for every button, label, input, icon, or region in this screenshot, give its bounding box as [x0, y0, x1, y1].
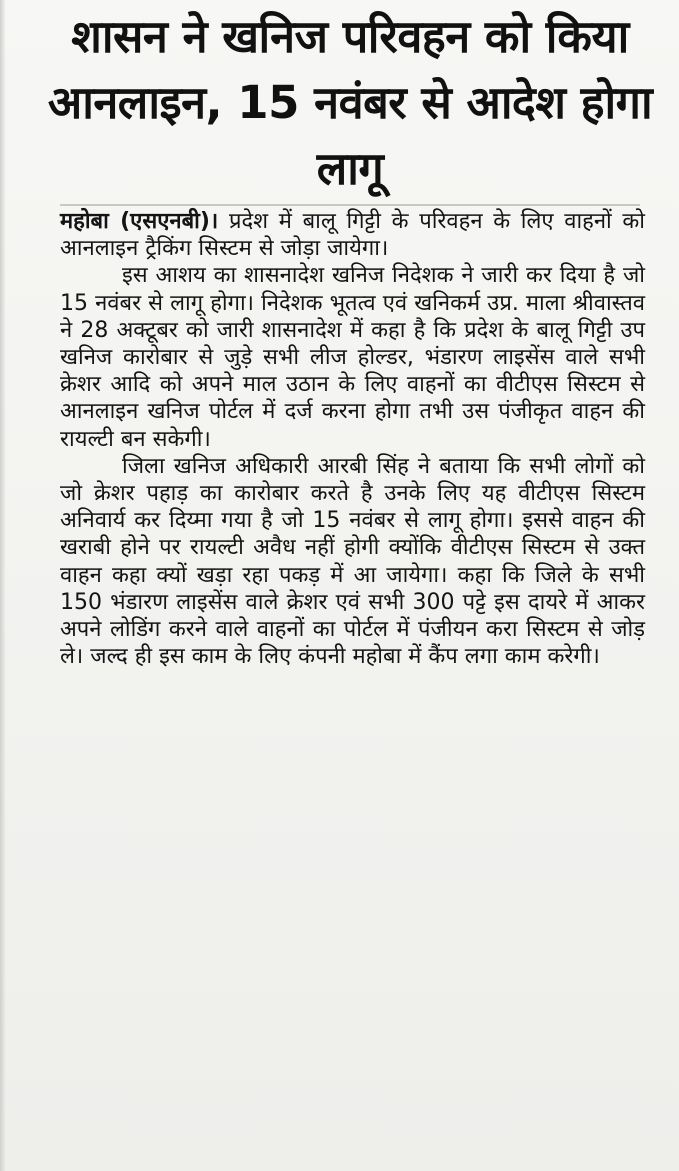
paper-edge-shadow [0, 0, 6, 1171]
headline-divider [60, 204, 640, 206]
paragraph-text: प्रदेश में बालू गिट्टी के परिवहन के लिए वाहनों को आनलाइन ट्रैकिंग सिस्टम से जोड़ा जायेगा। [60, 209, 645, 262]
article-paragraph-1 [60, 208, 645, 262]
article-body [60, 208, 645, 670]
article-paragraph-2: इस आशय का शासनादेश खनिज निदेशक ने जारी कर दिया है जो 15 नवंबर से लागू होगा। निदेशक भूतत्व एवं खनिकर्म उप्र. माला श्रीवास्तव ने 28 अक्टूबर को जारी शासनादेश में कहा है कि प्रदेश के बालू गिट्टी उप खनिज कारोबार से जुड़े सभी लीज होल्डर, भंडारण लाइसेंस वाले सभी क्रेशर आदि को अपने माल उठान के लिए वाहनों का वीटीएस सिस्टम से आनलाइन खनिज पोर्टल में दर्ज करना होगा तभी उस पंजीकृत वाहन की रायल्टी बन सकेगी। [60, 263, 645, 452]
dateline: महोबा (एसएनबी)। [60, 209, 219, 234]
article-paragraph-3: जिला खनिज अधिकारी आरबी सिंह ने बताया कि सभी लोगों को जो क्रेशर पहाड़ का कारोबार करते है उनके लिए यह वीटीएस सिस्टम अनिवार्य कर दिय्मा गया है जो 15 नवंबर से लागू होगा। इससे वाहन की खराबी होने पर रायल्टी अवैध नहीं होगी क्योंकि वीटीएस सिस्टम से उक्त वाहन कहा क्यों खड़ा रहा पकड़ में आ जायेगा। कहा कि जिले के सभी 150 भंडारण लाइसेंस वाले क्रेशर एवं सभी 300 पट्टे इस दायरे में आकर अपने लोडिंग करने वाले वाहनों का पोर्टल में पंजीयन करा सिस्टम से जोड़ ले। जल्द ही इस काम के लिए कंपनी महोबा में कैंप लगा काम करेगी। [60, 453, 645, 670]
headline: शासन ने खनिज परिवहन को किया आनलाइन, 15 नवंबर से आदेश होगा लागू [47, 10, 653, 195]
